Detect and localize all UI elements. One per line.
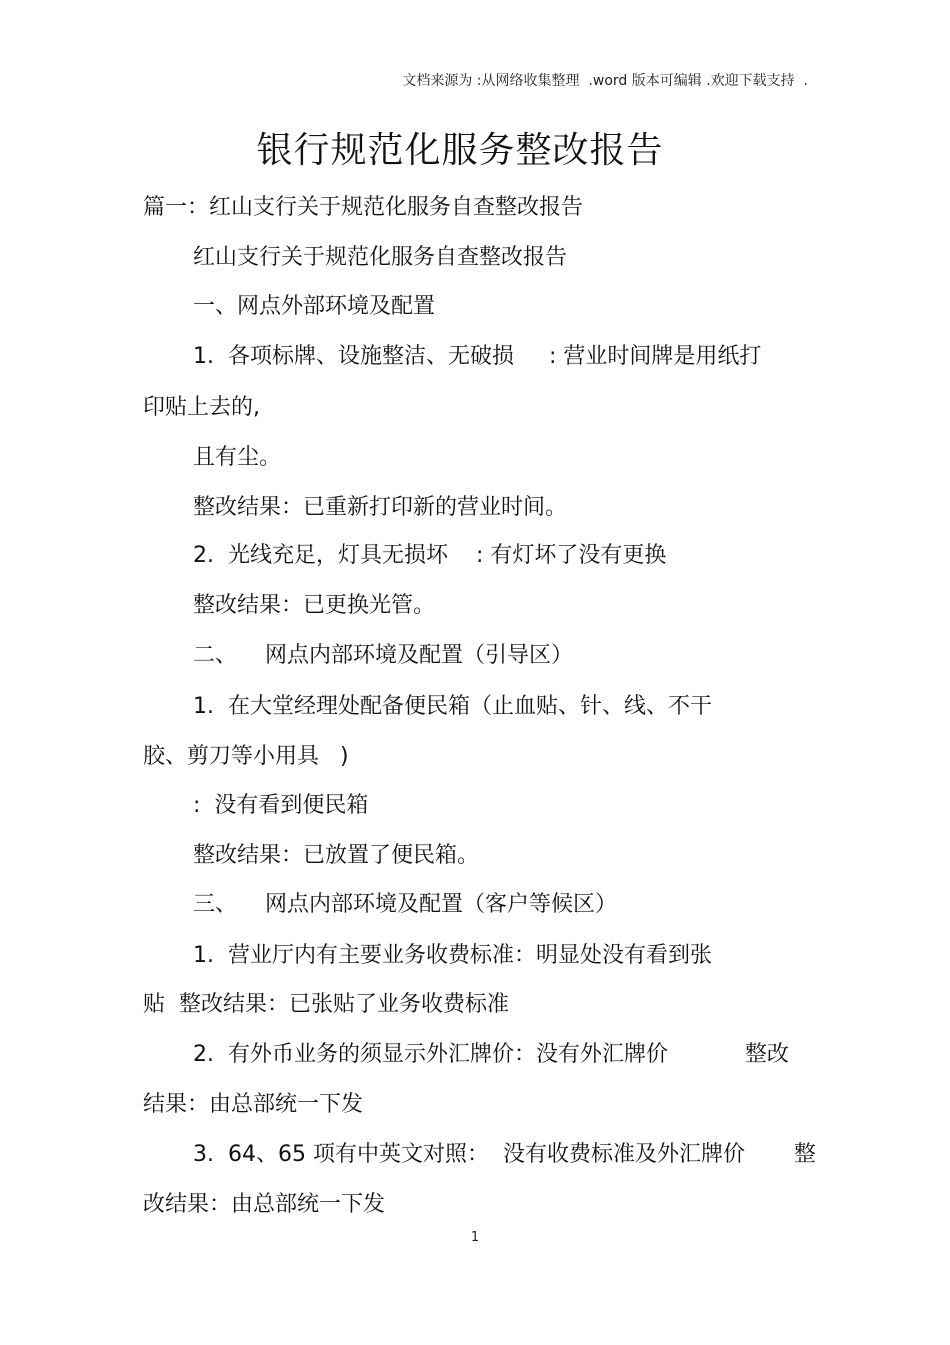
paragraph-line: 2. 光线充足，灯具无损坏 : 有灯坏了没有更换 [193, 543, 667, 568]
paragraph-line: 改结果：由总部统一下发 [143, 1192, 386, 1217]
paragraph-line: 整改结果：已重新打印新的营业时间。 [193, 495, 568, 520]
paragraph-line: 贴 整改结果：已张贴了业务收费标准 [143, 992, 509, 1017]
paragraph-line: 整改结果：已更换光管。 [193, 593, 436, 618]
paragraph-line: 整改结果：已放置了便民箱。 [193, 843, 480, 868]
paragraph-line: 结果：由总部统一下发 [143, 1092, 364, 1117]
paragraph-line: 二、 网点内部环境及配置（引导区） [193, 643, 573, 668]
paragraph-line: 且有尘。 [193, 445, 282, 470]
page-number: 1 [470, 1230, 480, 1245]
paragraph-line: 3. 64、65 项有中英文对照： 没有收费标准及外汇牌价 整 [193, 1142, 816, 1167]
paragraph-line: 印贴上去的, [143, 395, 260, 420]
paragraph-line: 一、网点外部环境及配置 [193, 294, 436, 319]
paragraph-line: : 没有看到便民箱 [193, 793, 369, 818]
source-note: 文档来源为 :从网络收集整理 .word 版本可编辑 .欢迎下载支持 . [402, 73, 808, 89]
paragraph-line: 1. 在大堂经理处配备便民箱（止血贴、针、线、不干 [193, 694, 712, 719]
paragraph-line: 2. 有外币业务的须显示外汇牌价：没有外汇牌价 整改 [193, 1042, 789, 1067]
paragraph-line: 胶、剪刀等小用具 ) [143, 744, 349, 769]
paragraph-line: 1. 营业厅内有主要业务收费标准：明显处没有看到张 [193, 943, 712, 968]
paragraph-line: 红山支行关于规范化服务自查整改报告 [193, 245, 568, 270]
document-title: 银行规范化服务整改报告 [256, 130, 664, 171]
paragraph-line: 1. 各项标牌、设施整洁、无破损 : 营业时间牌是用纸打 [193, 344, 762, 369]
section-heading: 篇一：红山支行关于规范化服务自查整改报告 [143, 195, 584, 220]
paragraph-line: 三、 网点内部环境及配置（客户等候区） [193, 892, 617, 917]
